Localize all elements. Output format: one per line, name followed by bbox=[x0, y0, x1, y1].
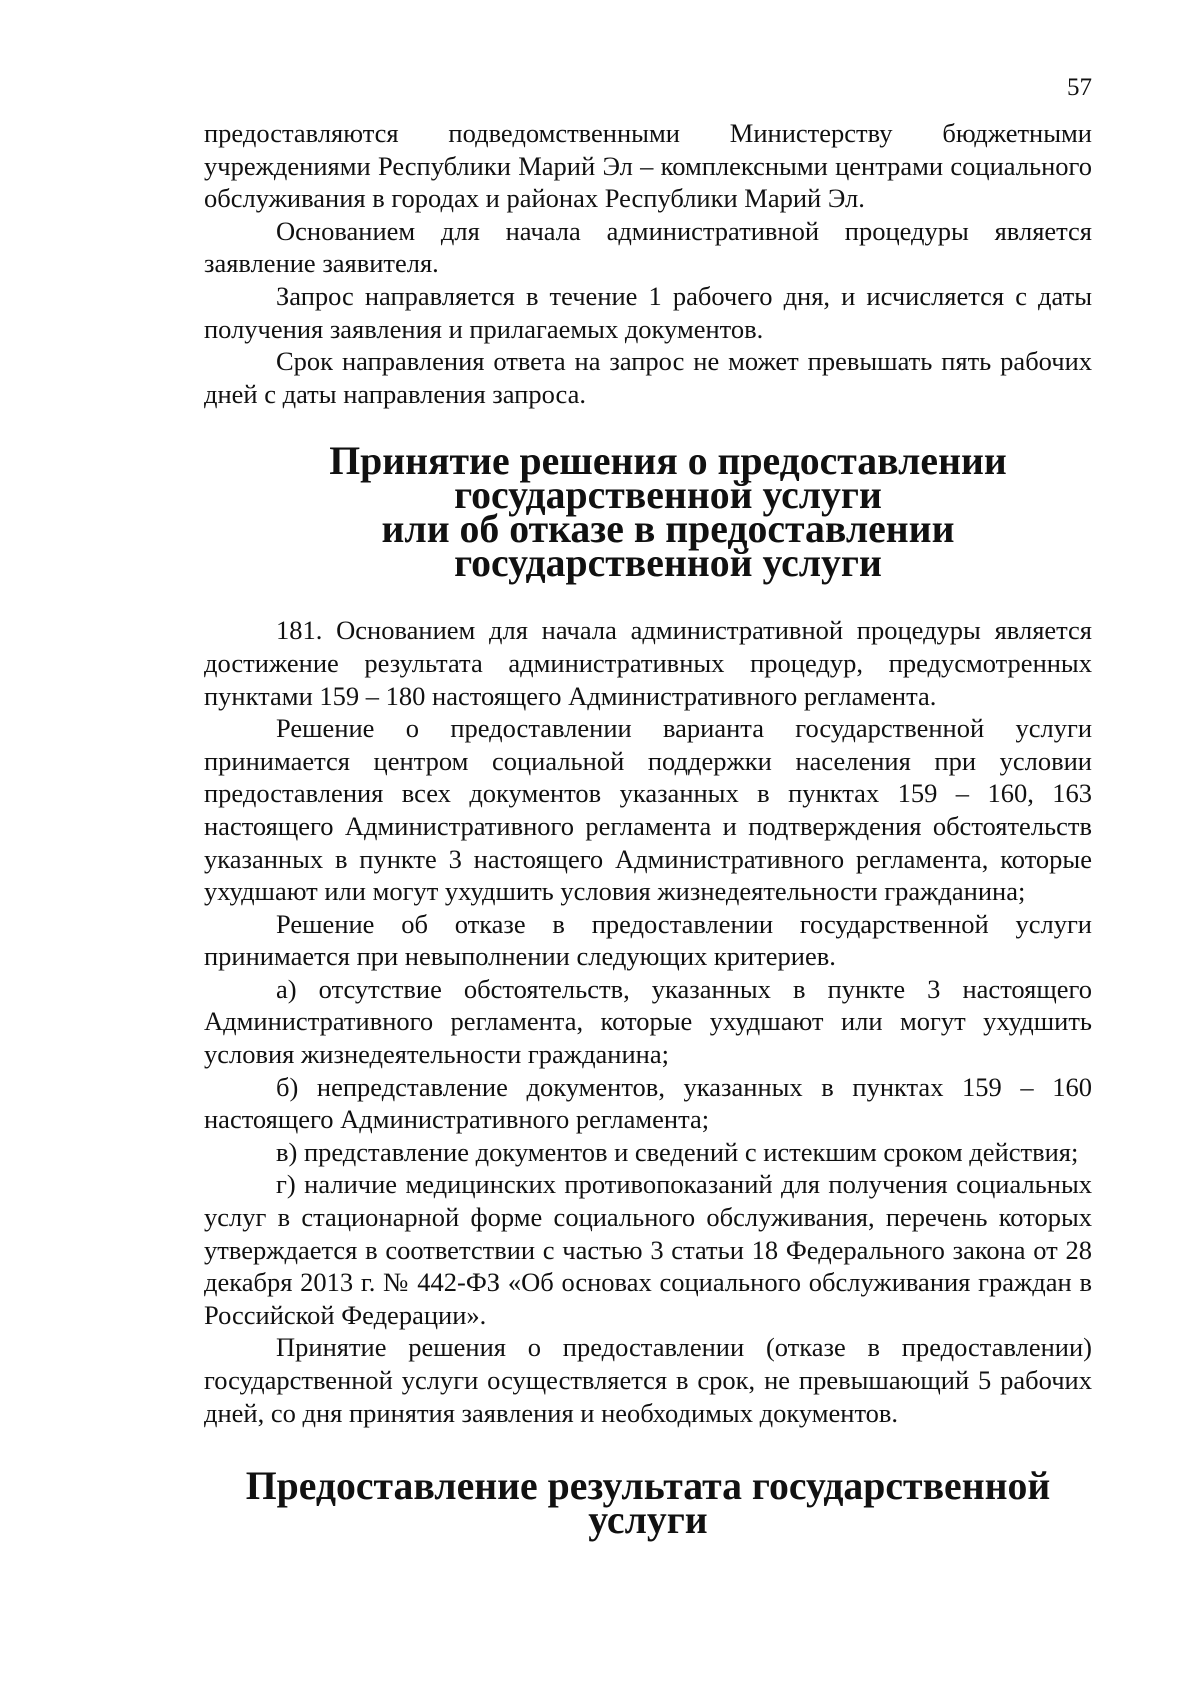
paragraph: Решение о предоставлении варианта государственной услуги принимается центром социальной поддержки населения при условии предоставления всех документов указанных в пунктах 159 – 160, 163 настоящего Административного регламента и подтверждения обстоятельств указанных в пункте 3 настоящего Административного регламента, которые ухудшают или могут ухудшить условия жизнедеятельности гражданина; bbox=[204, 713, 1092, 907]
section-heading-line: или об отказе в предоставлении государственной услуги bbox=[381, 507, 955, 586]
section-heading-decision bbox=[204, 439, 1092, 586]
list-item-a: а) отсутствие обстоятельств, указанных в пункте 3 настоящего Административного регламента, которые ухудшают или могут ухудшить условия жизнедеятельности гражданина; bbox=[204, 973, 1092, 1070]
list-item-g: г) наличие медицинских противопоказаний для получения социальных услуг в стационарной форме социального обслуживания, перечень которых утверждается в соответствии с частью 3 статьи 18 Федерального закона от 28 декабря 2013 г. № 442-ФЗ «Об основах социального обслуживания граждан в Российской Федерации». bbox=[204, 1169, 1092, 1330]
section-heading-line: Принятие решения о предоставлении государственной услуги bbox=[329, 439, 1007, 518]
paragraph: Запрос направляется в течение 1 рабочего дня, и исчисляется с даты получения заявления и прилагаемых документов. bbox=[204, 280, 1092, 344]
paragraph: Решение об отказе в предоставлении государственной услуги принимается при невыполнении следующих критериев. bbox=[204, 908, 1092, 972]
paragraph: Основанием для начала административной процедуры является заявление заявителя. bbox=[204, 215, 1092, 279]
list-item-v: в) представление документов и сведений с истекшим сроком действия; bbox=[276, 1136, 1079, 1167]
paragraph: Принятие решения о предоставлении (отказе в предоставлении) государственной услуги осуществляется в срок, не превышающий 5 рабочих дней, со дня принятия заявления и необходимых документов. bbox=[204, 1332, 1092, 1428]
paragraph-continuation: предоставляются подведомственными Министерству бюджетными учреждениями Республики Марий Эл – комплексными центрами социального обслуживания в городах и районах Республики Марий Эл. bbox=[204, 118, 1092, 214]
paragraph: Срок направления ответа на запрос не может превышать пять рабочих дней с даты направления запроса. bbox=[204, 346, 1092, 409]
list-item-b: б) непредставление документов, указанных в пунктах 159 – 160 настоящего Административного регламента; bbox=[204, 1071, 1092, 1135]
document-body bbox=[204, 117, 1092, 1543]
page-number: 57 bbox=[1067, 74, 1092, 101]
paragraph-181: 181. Основанием для начала административной процедуры является достижение результата административных процедур, предусмотренных пунктами 159 – 180 настоящего Административного регламента. bbox=[204, 615, 1092, 711]
section-heading-result: Предоставление результата государственной услуги bbox=[245, 1464, 1051, 1543]
